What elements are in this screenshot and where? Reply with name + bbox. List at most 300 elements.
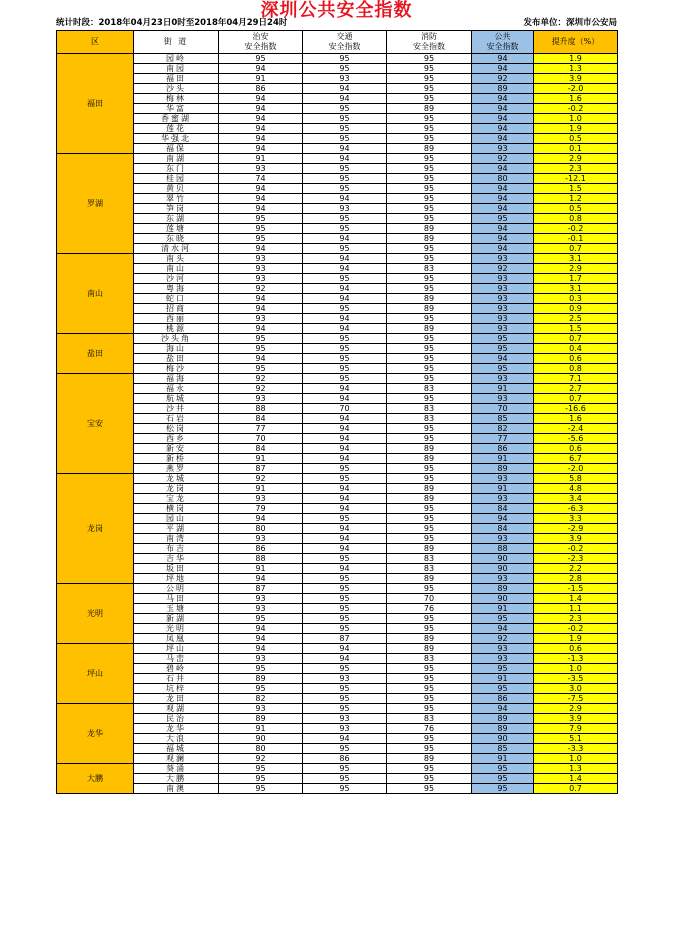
security-cell: 93 xyxy=(219,394,303,404)
security-cell: 95 xyxy=(219,784,303,794)
security-cell: 94 xyxy=(219,324,303,334)
lift-cell: -6.3 xyxy=(534,504,618,514)
public-cell: 92 xyxy=(472,74,534,84)
public-cell: 95 xyxy=(472,684,534,694)
fire-cell: 95 xyxy=(387,134,472,144)
lift-cell: 0.4 xyxy=(534,344,618,354)
street-cell: 大鹏 xyxy=(134,774,219,784)
table-row xyxy=(57,534,618,544)
table-row xyxy=(57,204,618,214)
street-cell: 龙城 xyxy=(134,474,219,484)
lift-cell: -0.1 xyxy=(534,234,618,244)
public-cell: 90 xyxy=(472,734,534,744)
street-cell: 松岗 xyxy=(134,424,219,434)
security-cell: 93 xyxy=(219,704,303,714)
lift-cell: 7.9 xyxy=(534,724,618,734)
public-cell: 94 xyxy=(472,624,534,634)
security-cell: 80 xyxy=(219,524,303,534)
traffic-cell: 95 xyxy=(303,184,387,194)
public-cell: 93 xyxy=(472,494,534,504)
public-cell: 95 xyxy=(472,664,534,674)
table-row xyxy=(57,294,618,304)
street-cell: 黄贝 xyxy=(134,184,219,194)
fire-cell: 89 xyxy=(387,494,472,504)
table-row xyxy=(57,94,618,104)
lift-cell: 0.7 xyxy=(534,244,618,254)
fire-cell: 95 xyxy=(387,584,472,594)
public-cell: 86 xyxy=(472,694,534,704)
public-cell: 93 xyxy=(472,374,534,384)
table-row xyxy=(57,494,618,504)
public-cell: 93 xyxy=(472,574,534,584)
security-cell: 91 xyxy=(219,454,303,464)
traffic-cell: 95 xyxy=(303,574,387,584)
statistics-period: 统计时段：2018年04月23日0时至2018年04月29日24时 xyxy=(56,18,288,28)
street-cell: 新安 xyxy=(134,444,219,454)
traffic-cell: 70 xyxy=(303,404,387,414)
fire-cell: 95 xyxy=(387,254,472,264)
fire-cell: 95 xyxy=(387,204,472,214)
traffic-cell: 95 xyxy=(303,624,387,634)
table-row xyxy=(57,144,618,154)
lift-cell: 6.7 xyxy=(534,454,618,464)
traffic-cell: 95 xyxy=(303,694,387,704)
security-cell: 86 xyxy=(219,544,303,554)
public-cell: 93 xyxy=(472,394,534,404)
traffic-cell: 95 xyxy=(303,104,387,114)
security-cell: 95 xyxy=(219,764,303,774)
table-row xyxy=(57,174,618,184)
fire-cell: 95 xyxy=(387,394,472,404)
fire-cell: 95 xyxy=(387,214,472,224)
traffic-cell: 94 xyxy=(303,324,387,334)
fire-cell: 89 xyxy=(387,294,472,304)
traffic-cell: 94 xyxy=(303,294,387,304)
table-row xyxy=(57,364,618,374)
street-cell: 新湖 xyxy=(134,614,219,624)
table-row xyxy=(57,64,618,74)
security-cell: 93 xyxy=(219,264,303,274)
fire-cell: 83 xyxy=(387,404,472,414)
district-cell: 罗湖 xyxy=(57,154,134,254)
security-cell: 94 xyxy=(219,354,303,364)
security-cell: 88 xyxy=(219,404,303,414)
traffic-cell: 94 xyxy=(303,414,387,424)
fire-cell: 95 xyxy=(387,784,472,794)
street-cell: 观澜 xyxy=(134,754,219,764)
traffic-cell: 94 xyxy=(303,434,387,444)
street-cell: 龙华 xyxy=(134,724,219,734)
lift-cell: 2.7 xyxy=(534,384,618,394)
street-cell: 石井 xyxy=(134,674,219,684)
traffic-cell: 95 xyxy=(303,704,387,714)
traffic-cell: 95 xyxy=(303,354,387,364)
fire-cell: 95 xyxy=(387,94,472,104)
lift-cell: 1.4 xyxy=(534,594,618,604)
traffic-cell: 94 xyxy=(303,84,387,94)
public-cell: 94 xyxy=(472,234,534,244)
traffic-cell: 95 xyxy=(303,134,387,144)
public-cell: 92 xyxy=(472,634,534,644)
traffic-cell: 94 xyxy=(303,384,387,394)
lift-cell: 3.1 xyxy=(534,254,618,264)
traffic-cell: 87 xyxy=(303,634,387,644)
traffic-cell: 95 xyxy=(303,784,387,794)
public-cell: 94 xyxy=(472,204,534,214)
table-row xyxy=(57,644,618,654)
fire-cell: 95 xyxy=(387,164,472,174)
district-cell: 龙岗 xyxy=(57,474,134,584)
street-cell: 南山 xyxy=(134,264,219,274)
public-cell: 82 xyxy=(472,424,534,434)
security-cell: 93 xyxy=(219,604,303,614)
header-traffic: 交通 安全指数 xyxy=(303,31,387,54)
fire-cell: 95 xyxy=(387,194,472,204)
table-row xyxy=(57,734,618,744)
street-cell: 梅林 xyxy=(134,94,219,104)
lift-cell: 4.8 xyxy=(534,484,618,494)
table-row xyxy=(57,724,618,734)
public-cell: 95 xyxy=(472,344,534,354)
district-cell: 宝安 xyxy=(57,374,134,474)
security-cell: 93 xyxy=(219,654,303,664)
security-cell: 88 xyxy=(219,554,303,564)
traffic-cell: 95 xyxy=(303,604,387,614)
security-cell: 93 xyxy=(219,314,303,324)
fire-cell: 89 xyxy=(387,304,472,314)
header-district: 区 xyxy=(57,31,134,54)
table-row xyxy=(57,264,618,274)
table-row xyxy=(57,704,618,714)
lift-cell: 2.9 xyxy=(534,154,618,164)
traffic-cell: 95 xyxy=(303,614,387,624)
traffic-cell: 94 xyxy=(303,284,387,294)
security-cell: 94 xyxy=(219,114,303,124)
security-cell: 74 xyxy=(219,174,303,184)
security-cell: 87 xyxy=(219,464,303,474)
security-cell: 94 xyxy=(219,184,303,194)
public-cell: 93 xyxy=(472,254,534,264)
security-cell: 95 xyxy=(219,614,303,624)
street-cell: 大浪 xyxy=(134,734,219,744)
public-cell: 90 xyxy=(472,554,534,564)
street-cell: 西乡 xyxy=(134,434,219,444)
table-body xyxy=(57,54,618,794)
traffic-cell: 95 xyxy=(303,114,387,124)
public-cell: 94 xyxy=(472,514,534,524)
traffic-cell: 95 xyxy=(303,364,387,374)
fire-cell: 95 xyxy=(387,684,472,694)
fire-cell: 95 xyxy=(387,704,472,714)
lift-cell: 0.7 xyxy=(534,394,618,404)
street-cell: 沙头 xyxy=(134,84,219,94)
traffic-cell: 94 xyxy=(303,264,387,274)
fire-cell: 95 xyxy=(387,314,472,324)
security-cell: 94 xyxy=(219,244,303,254)
security-cell: 95 xyxy=(219,224,303,234)
header-public: 公共 安全指数 xyxy=(472,31,534,54)
public-cell: 94 xyxy=(472,94,534,104)
fire-cell: 89 xyxy=(387,234,472,244)
table-row xyxy=(57,684,618,694)
traffic-cell: 95 xyxy=(303,244,387,254)
street-cell: 南园 xyxy=(134,64,219,74)
public-cell: 94 xyxy=(472,64,534,74)
table-row xyxy=(57,784,618,794)
fire-cell: 95 xyxy=(387,334,472,344)
table-row xyxy=(57,234,618,244)
fire-cell: 83 xyxy=(387,564,472,574)
public-cell: 90 xyxy=(472,564,534,574)
fire-cell: 76 xyxy=(387,604,472,614)
lift-cell: 2.5 xyxy=(534,314,618,324)
street-cell: 燕罗 xyxy=(134,464,219,474)
fire-cell: 89 xyxy=(387,104,472,114)
public-cell: 91 xyxy=(472,754,534,764)
street-cell: 公明 xyxy=(134,584,219,594)
security-cell: 95 xyxy=(219,664,303,674)
traffic-cell: 93 xyxy=(303,204,387,214)
public-cell: 93 xyxy=(472,294,534,304)
street-cell: 平湖 xyxy=(134,524,219,534)
fire-cell: 95 xyxy=(387,734,472,744)
table-row xyxy=(57,434,618,444)
security-cell: 89 xyxy=(219,674,303,684)
lift-cell: 0.5 xyxy=(534,204,618,214)
lift-cell: 0.5 xyxy=(534,134,618,144)
fire-cell: 83 xyxy=(387,654,472,664)
street-cell: 马田 xyxy=(134,594,219,604)
public-cell: 92 xyxy=(472,264,534,274)
traffic-cell: 86 xyxy=(303,754,387,764)
table-row xyxy=(57,564,618,574)
fire-cell: 95 xyxy=(387,524,472,534)
lift-cell: -2.4 xyxy=(534,424,618,434)
traffic-cell: 93 xyxy=(303,74,387,84)
fire-cell: 95 xyxy=(387,664,472,674)
traffic-cell: 94 xyxy=(303,94,387,104)
table-row xyxy=(57,604,618,614)
lift-cell: 7.1 xyxy=(534,374,618,384)
table-row xyxy=(57,584,618,594)
table-row xyxy=(57,394,618,404)
fire-cell: 95 xyxy=(387,764,472,774)
district-cell: 南山 xyxy=(57,254,134,334)
table-row xyxy=(57,424,618,434)
fire-cell: 95 xyxy=(387,114,472,124)
street-cell: 华强北 xyxy=(134,134,219,144)
security-cell: 95 xyxy=(219,334,303,344)
street-cell: 海山 xyxy=(134,344,219,354)
public-cell: 95 xyxy=(472,364,534,374)
table-header-row xyxy=(57,31,618,54)
security-cell: 70 xyxy=(219,434,303,444)
public-cell: 93 xyxy=(472,534,534,544)
public-cell: 93 xyxy=(472,284,534,294)
table-row xyxy=(57,454,618,464)
fire-cell: 95 xyxy=(387,674,472,684)
fire-cell: 95 xyxy=(387,464,472,474)
lift-cell: 0.6 xyxy=(534,444,618,454)
fire-cell: 95 xyxy=(387,274,472,284)
lift-cell: 0.8 xyxy=(534,214,618,224)
traffic-cell: 95 xyxy=(303,224,387,234)
security-cell: 94 xyxy=(219,204,303,214)
security-cell: 92 xyxy=(219,474,303,484)
public-cell: 85 xyxy=(472,744,534,754)
table-row xyxy=(57,554,618,564)
lift-cell: 0.1 xyxy=(534,144,618,154)
security-cell: 82 xyxy=(219,694,303,704)
table-row xyxy=(57,754,618,764)
security-cell: 86 xyxy=(219,84,303,94)
street-cell: 南湖 xyxy=(134,154,219,164)
public-cell: 93 xyxy=(472,644,534,654)
fire-cell: 95 xyxy=(387,434,472,444)
fire-cell: 89 xyxy=(387,634,472,644)
security-cell: 93 xyxy=(219,494,303,504)
security-cell: 92 xyxy=(219,284,303,294)
page-title: 深圳公共安全指数 xyxy=(260,0,413,21)
street-cell: 宝龙 xyxy=(134,494,219,504)
table-row xyxy=(57,114,618,124)
table-row xyxy=(57,184,618,194)
public-cell: 93 xyxy=(472,324,534,334)
district-cell: 坪山 xyxy=(57,644,134,704)
fire-cell: 95 xyxy=(387,124,472,134)
public-cell: 84 xyxy=(472,504,534,514)
fire-cell: 95 xyxy=(387,624,472,634)
street-cell: 凤凰 xyxy=(134,634,219,644)
traffic-cell: 95 xyxy=(303,304,387,314)
table-row xyxy=(57,254,618,264)
table-row xyxy=(57,634,618,644)
traffic-cell: 95 xyxy=(303,664,387,674)
fire-cell: 95 xyxy=(387,424,472,434)
street-cell: 坪山 xyxy=(134,644,219,654)
header-fire: 消防 安全指数 xyxy=(387,31,472,54)
street-cell: 东门 xyxy=(134,164,219,174)
security-cell: 84 xyxy=(219,444,303,454)
public-cell: 91 xyxy=(472,604,534,614)
security-cell: 79 xyxy=(219,504,303,514)
table-row xyxy=(57,124,618,134)
lift-cell: -16.6 xyxy=(534,404,618,414)
lift-cell: 1.0 xyxy=(534,754,618,764)
table-row xyxy=(57,384,618,394)
safety-index-table xyxy=(56,30,618,794)
table-row xyxy=(57,274,618,284)
lift-cell: -5.6 xyxy=(534,434,618,444)
lift-cell: -2.0 xyxy=(534,464,618,474)
table-row xyxy=(57,214,618,224)
public-cell: 94 xyxy=(472,54,534,64)
street-cell: 福海 xyxy=(134,374,219,384)
security-cell: 94 xyxy=(219,634,303,644)
street-cell: 东湖 xyxy=(134,214,219,224)
traffic-cell: 94 xyxy=(303,504,387,514)
security-cell: 89 xyxy=(219,714,303,724)
fire-cell: 95 xyxy=(387,694,472,704)
table-row xyxy=(57,574,618,584)
lift-cell: 0.6 xyxy=(534,354,618,364)
lift-cell: 1.7 xyxy=(534,274,618,284)
traffic-cell: 94 xyxy=(303,454,387,464)
fire-cell: 89 xyxy=(387,574,472,584)
street-cell: 西丽 xyxy=(134,314,219,324)
public-cell: 94 xyxy=(472,164,534,174)
fire-cell: 95 xyxy=(387,244,472,254)
lift-cell: -3.5 xyxy=(534,674,618,684)
traffic-cell: 95 xyxy=(303,684,387,694)
security-cell: 92 xyxy=(219,754,303,764)
public-cell: 89 xyxy=(472,464,534,474)
lift-cell: -2.9 xyxy=(534,524,618,534)
traffic-cell: 95 xyxy=(303,584,387,594)
fire-cell: 83 xyxy=(387,414,472,424)
public-cell: 94 xyxy=(472,184,534,194)
street-cell: 坂田 xyxy=(134,564,219,574)
traffic-cell: 94 xyxy=(303,494,387,504)
public-cell: 94 xyxy=(472,354,534,364)
lift-cell: 0.9 xyxy=(534,304,618,314)
fire-cell: 95 xyxy=(387,364,472,374)
public-cell: 94 xyxy=(472,124,534,134)
table-row xyxy=(57,224,618,234)
district-cell: 福田 xyxy=(57,54,134,154)
fire-cell: 95 xyxy=(387,614,472,624)
security-cell: 95 xyxy=(219,774,303,784)
public-cell: 89 xyxy=(472,84,534,94)
lift-cell: -2.3 xyxy=(534,554,618,564)
table-row xyxy=(57,334,618,344)
security-cell: 94 xyxy=(219,134,303,144)
traffic-cell: 94 xyxy=(303,424,387,434)
security-cell: 93 xyxy=(219,594,303,604)
fire-cell: 95 xyxy=(387,744,472,754)
public-cell: 91 xyxy=(472,384,534,394)
table-row xyxy=(57,514,618,524)
public-cell: 93 xyxy=(472,144,534,154)
public-cell: 89 xyxy=(472,724,534,734)
district-cell: 大鹏 xyxy=(57,764,134,794)
traffic-cell: 95 xyxy=(303,54,387,64)
street-cell: 福城 xyxy=(134,744,219,754)
lift-cell: 1.9 xyxy=(534,54,618,64)
fire-cell: 95 xyxy=(387,284,472,294)
public-cell: 95 xyxy=(472,774,534,784)
security-cell: 95 xyxy=(219,214,303,224)
security-cell: 94 xyxy=(219,124,303,134)
street-cell: 园山 xyxy=(134,514,219,524)
table-row xyxy=(57,84,618,94)
public-cell: 95 xyxy=(472,614,534,624)
public-cell: 93 xyxy=(472,474,534,484)
public-cell: 93 xyxy=(472,274,534,284)
publisher: 发布单位：深圳市公安局 xyxy=(523,18,617,28)
fire-cell: 95 xyxy=(387,54,472,64)
lift-cell: 2.9 xyxy=(534,264,618,274)
public-cell: 95 xyxy=(472,784,534,794)
traffic-cell: 94 xyxy=(303,484,387,494)
security-cell: 95 xyxy=(219,364,303,374)
table-row xyxy=(57,244,618,254)
street-cell: 清水河 xyxy=(134,244,219,254)
traffic-cell: 95 xyxy=(303,764,387,774)
security-cell: 94 xyxy=(219,104,303,114)
street-cell: 南头 xyxy=(134,254,219,264)
header-security: 治安 安全指数 xyxy=(219,31,303,54)
